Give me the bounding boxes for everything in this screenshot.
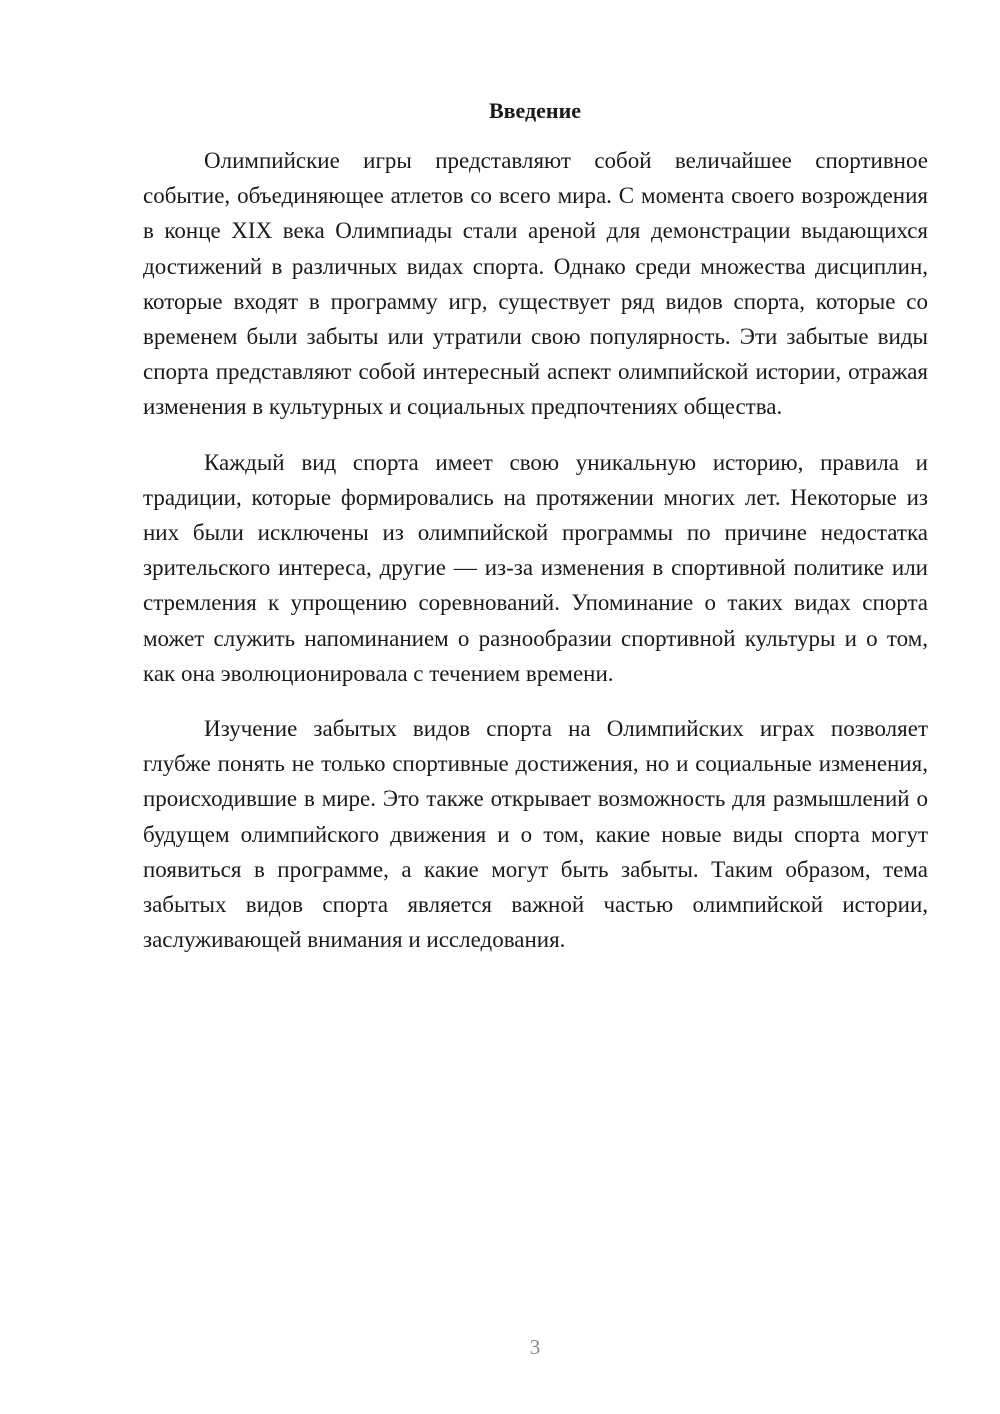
page-number: 3 — [529, 1335, 541, 1359]
paragraph-3: Изучение забытых видов спорта на Олимпийских играх позволяет глубже понять не только спортивные достижения, но и социальные изменения, происходившие в мире. Это также открывает возможность для размышлений о будущем олимпийского движения и о том, какие новые виды спорта могут появиться в программе, а какие могут быть забыты. Таким образом, тема забытых видов спорта является важной частью олимпийской истории, заслуживающей внимания и исследования. — [143, 716, 928, 953]
section-title: Введение — [488, 98, 582, 123]
body-text — [143, 143, 928, 977]
paragraph-2: Каждый вид спорта имеет свою уникальную историю, правила и традиции, которые формировались на протяжении многих лет. Некоторые из них были исключены из олимпийской программы по причине недостатка зрительского интереса, другие — из-за изменения в спортивной политике или стремления к упрощению соревнований. Упоминание о таких видах спорта может служить напоминанием о разнообразии спортивной культуры и о том, как она эволюционировала с течением времени. — [143, 449, 928, 686]
paragraph-1: Олимпийские игры представляют собой величайшее спортивное событие, объединяющее атлетов со всего мира. С момента своего возрождения в конце XIX века Олимпиады стали ареной для демонстрации выдающихся достижений в различных видах спорта. Однако среди множества дисциплин, которые входят в программу игр, существует ряд видов спорта, которые со временем были забыты или утратили свою популярность. Эти забытые виды спорта представляют собой интересный аспект олимпийской истории, отражая изменения в культурных и социальных предпочтениях общества. — [143, 148, 928, 420]
